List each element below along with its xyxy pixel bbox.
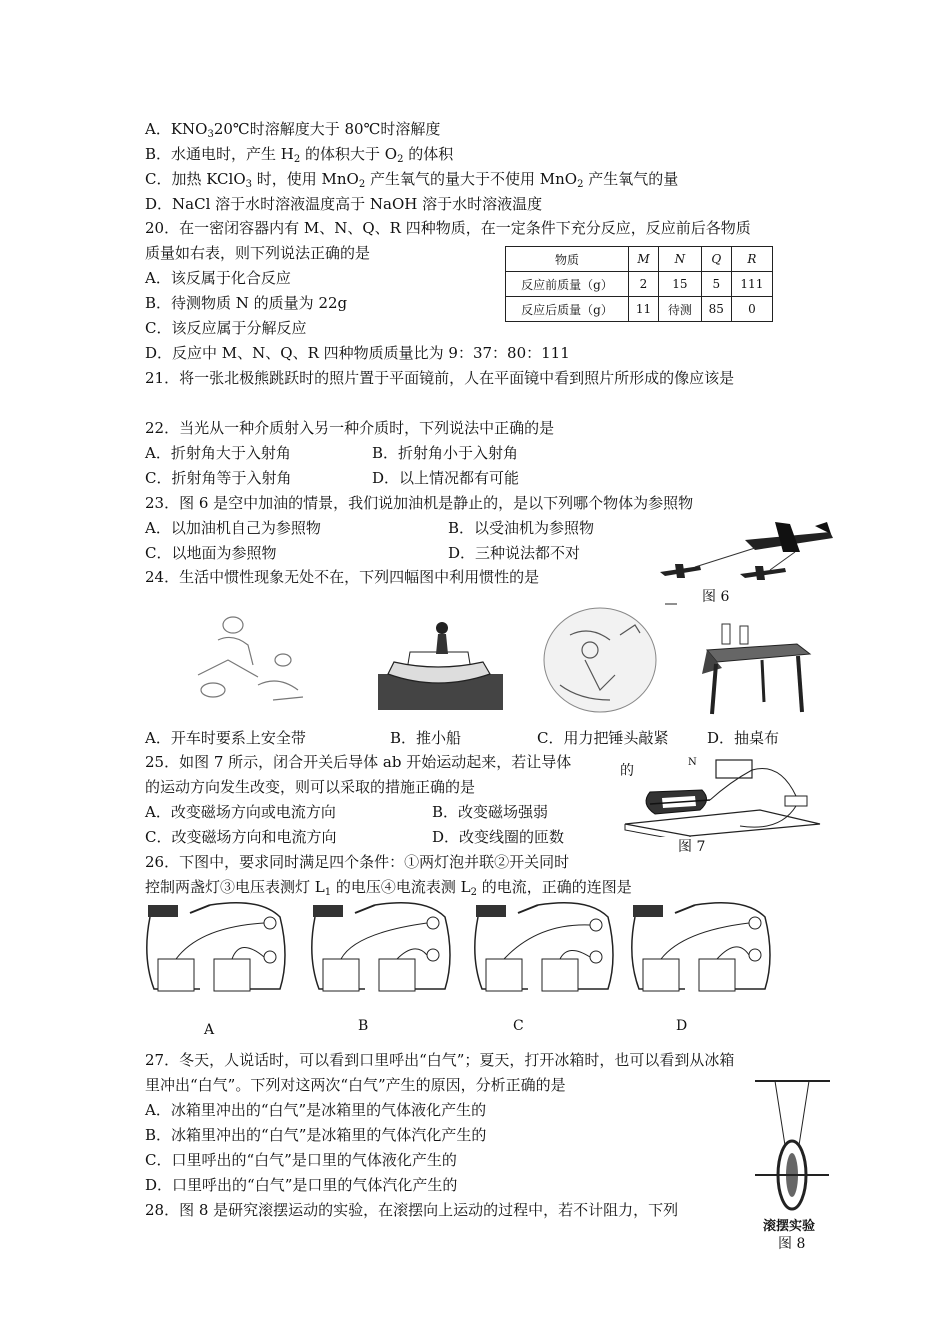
- q25-option-b: B．改变磁场强弱: [432, 803, 549, 821]
- q20-stem-2: 质量如右表，则下列说法正确的是: [145, 244, 371, 262]
- table-cell: 15: [658, 272, 701, 297]
- q24-option-b: B．推小船: [390, 729, 462, 747]
- table-cell: 物质: [506, 247, 629, 272]
- tablecloth-illustration: [702, 622, 812, 717]
- table-cell: 反应后质量（g）: [506, 297, 629, 322]
- q23-option-c: C．以地面为参照物: [145, 544, 277, 562]
- q24-option-a: A．开车时要系上安全带: [145, 729, 306, 747]
- figure-6-label: 图 6: [702, 589, 730, 605]
- motor-experiment-figure: [620, 752, 825, 837]
- q20-stem-1: 20．在一密闭容器内有 M、N、Q、R 四种物质，在一定条件下充分反应，反应前后各物质: [145, 219, 751, 237]
- q19-option-a: A．$KNO_320℃$时溶解度大于 80℃时溶解度: [145, 120, 441, 140]
- figure-8-title: 滚摆实验: [763, 1219, 816, 1234]
- seatbelt-illustration: [188, 605, 313, 710]
- q25-option-c: C．改变磁场方向和电流方向: [145, 828, 337, 846]
- q25-option-a: A．改变磁场方向或电流方向: [145, 803, 336, 821]
- q22-stem: 22．当光从一种介质射入另一种介质时，下列说法中正确的是: [145, 419, 555, 437]
- table-cell: 0: [731, 297, 772, 322]
- q26-stem-2: 控制两盏灯③电压表测灯 $L_1$ 的电压④电流表测 $L_2$ 的电流，正确的连图是: [145, 878, 632, 898]
- circuit-diagram-d: [625, 897, 780, 1009]
- q19-option-b: B．水通电时，产生 $H_2$ 的体积大于 $O_2$ 的体积: [145, 145, 454, 165]
- reaction-mass-table: [505, 246, 773, 322]
- figure-7-label: 图 7: [678, 839, 706, 855]
- circuit-diagram-a: [140, 897, 295, 1009]
- q19-option-c: C．加热 KClO$_3$ 时，使用 MnO$_2$ 产生氧气的量大于不使用 MnO$_2$ 产生氧气的量: [145, 170, 679, 190]
- figure-7-text: 的: [620, 763, 634, 779]
- table-row: [506, 272, 773, 297]
- table-row: [506, 297, 773, 322]
- figure-8-label: 图 8: [778, 1236, 806, 1252]
- q21-stem: 21．将一张北极熊跳跃时的照片置于平面镜前，人在平面镜中看到照片所形成的像应该是: [145, 369, 735, 387]
- circuit-label-b: B: [358, 1018, 369, 1034]
- table-cell: 85: [701, 297, 731, 322]
- magnet-n-label: N: [688, 757, 697, 768]
- q20-option-b: B．待测物质 N 的质量为 22g: [145, 294, 348, 312]
- q22-option-a: A．折射角大于入射角: [145, 444, 291, 462]
- table-cell: 待测: [658, 297, 701, 322]
- rolling-pendulum-figure: [745, 1075, 840, 1215]
- q26-stem-1: 26．下图中，要求同时满足四个条件：①两灯泡并联②开关同时: [145, 853, 570, 871]
- hammer-illustration: [540, 605, 660, 715]
- q27-stem-1: 27．冬天，人说话时，可以看到口里呼出“白气”；夏天，打开冰箱时，也可以看到从冰箱: [145, 1051, 735, 1069]
- q25-stem-2: 的运动方向发生改变，则可以采取的措施正确的是: [145, 778, 476, 796]
- q24-stem: 24．生活中惯性现象无处不在，下列四幅图中利用惯性的是: [145, 568, 540, 586]
- q25-option-d: D．改变线圈的匝数: [432, 828, 565, 846]
- q24-option-c: C．用力把锤头敲紧: [537, 729, 669, 747]
- circuit-label-a: A: [204, 1022, 215, 1038]
- table-cell: 111: [731, 272, 772, 297]
- q20-option-d: D．反应中 M、N、Q、R 四种物质质量比为 9：37：80：111: [145, 344, 570, 362]
- q22-option-d: D．以上情况都有可能: [372, 469, 520, 487]
- q27-option-b: B．冰箱里冲出的“白气”是冰箱里的气体汽化产生的: [145, 1126, 487, 1144]
- q27-option-a: A．冰箱里冲出的“白气”是冰箱里的气体液化产生的: [145, 1101, 487, 1119]
- table-cell: N: [658, 247, 701, 272]
- q23-option-b: B．以受油机为参照物: [448, 519, 595, 537]
- q23-option-d: D．三种说法都不对: [448, 544, 581, 562]
- circuit-diagram-b: [305, 897, 460, 1009]
- table-cell: M: [629, 247, 659, 272]
- boat-illustration: [378, 612, 503, 710]
- table-cell: 2: [629, 272, 659, 297]
- q25-stem-1: 25．如图 7 所示，闭合开关后导体 ab 开始运动起来，若让导体: [145, 753, 572, 771]
- q23-option-a: A．以加油机自己为参照物: [145, 519, 321, 537]
- q23-stem: 23．图 6 是空中加油的情景，我们说加油机是静止的，是以下列哪个物体为参照物: [145, 494, 694, 512]
- q24-option-d: D．抽桌布: [707, 729, 780, 747]
- table-header-row: [506, 247, 773, 272]
- table-cell: 反应前质量（g）: [506, 272, 629, 297]
- circuit-label-c: C: [513, 1018, 524, 1034]
- table-cell: Q: [701, 247, 731, 272]
- q27-stem-2: 里冲出“白气”。下列对这两次“白气”产生的原因，分析正确的是: [145, 1076, 566, 1094]
- q27-option-c: C．口里呼出的“白气”是口里的气体液化产生的: [145, 1151, 457, 1169]
- table-cell: 5: [701, 272, 731, 297]
- q20-option-a: A．该反属于化合反应: [145, 269, 291, 287]
- circuit-diagram-c: [468, 897, 623, 1009]
- q28-stem: 28．图 8 是研究滚摆运动的实验，在滚摆向上运动的过程中，若不计阻力，下列: [145, 1201, 679, 1219]
- q27-option-d: D．口里呼出的“白气”是口里的气体汽化产生的: [145, 1176, 458, 1194]
- q19-option-d: D．NaCl 溶于水时溶液温度高于 NaOH 溶于水时溶液温度: [145, 195, 543, 213]
- table-cell: 11: [629, 297, 659, 322]
- q22-option-b: B．折射角小于入射角: [372, 444, 519, 462]
- q22-option-c: C．折射角等于入射角: [145, 469, 292, 487]
- circuit-label-d: D: [676, 1018, 688, 1034]
- q20-option-c: C．该反应属于分解反应: [145, 319, 307, 337]
- aerial-refueling-figure: [655, 512, 840, 607]
- table-cell: R: [731, 247, 772, 272]
